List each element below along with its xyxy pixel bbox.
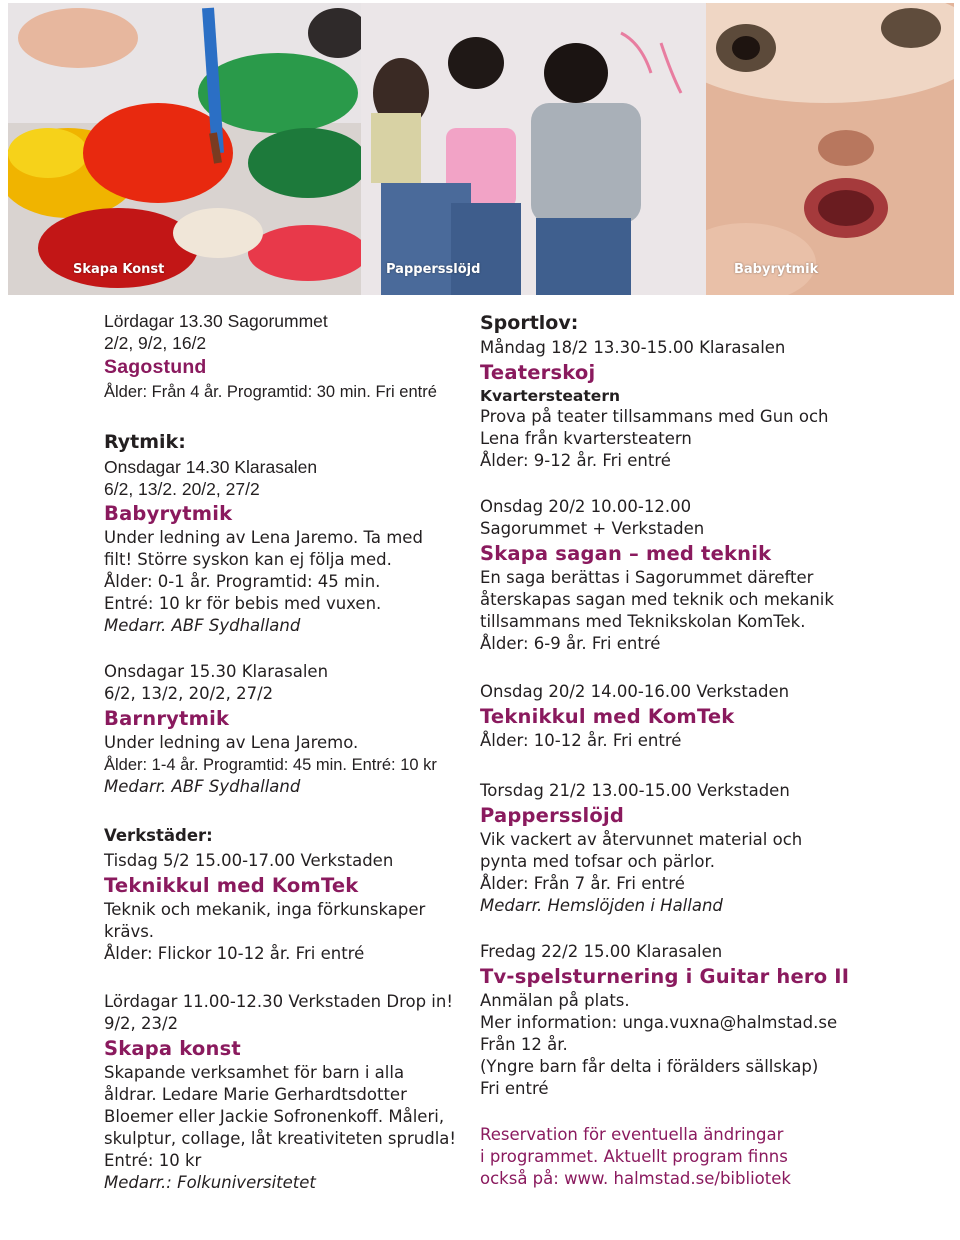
reservation-note (480, 1124, 950, 1190)
event-details: Ålder: Från 4 år. Programtid: 30 min. Fri entré (104, 383, 437, 401)
event-description: skulptur, collage, låt kreativiteten sprudla! (104, 1129, 457, 1148)
event-description: Skapande verksamhet för barn i alla (104, 1063, 405, 1082)
event-price: Entré: 10 kr för bebis med vuxen. (104, 594, 382, 613)
event-description: En saga berättas i Sagorummet därefter (480, 568, 814, 587)
event-schedule: Onsdag 20/2 10.00-12.00 (480, 497, 692, 516)
paint-palette-photo (8, 3, 361, 295)
event-title: Pappersslöjd (480, 804, 625, 827)
event-skapa-konst (104, 991, 464, 1194)
event-dates: 6/2, 13/2, 20/2, 27/2 (104, 684, 274, 703)
event-teknikkul (480, 681, 950, 752)
baby-face-photo (706, 3, 954, 295)
event-schedule: Torsdag 21/2 13.00-15.00 Verkstaden (480, 781, 790, 800)
event-pappersslojd (480, 780, 950, 917)
event-organizer: Medarr. Hemslöjden i Halland (480, 896, 723, 915)
event-title: Babyrytmik (104, 502, 233, 525)
event-age: Ålder: 1-4 år. Programtid: 45 min. Entré: 10 kr (104, 756, 437, 774)
event-schedule: Lördagar 11.00-12.30 Verkstaden Drop in! (104, 992, 453, 1011)
event-description: Under ledning av Lena Jaremo. Ta med (104, 528, 423, 547)
event-description: Lena från kvartersteatern (480, 429, 692, 448)
event-title: Skapa sagan – med teknik (480, 542, 772, 565)
event-title: Barnrytmik (104, 707, 230, 730)
event-price: Fri entré (480, 1079, 549, 1098)
event-description: Anmälan på plats. (480, 991, 630, 1010)
event-description: åldrar. Ledare Marie Gerhardtsdotter (104, 1085, 407, 1104)
event-skapa-sagan (480, 496, 950, 655)
event-organizer: Medarr. ABF Sydhalland (104, 777, 301, 796)
event-schedule: Onsdag 20/2 14.00-16.00 Verkstaden (480, 682, 790, 701)
event-age: Ålder: 0-1 år. Programtid: 45 min. (104, 572, 381, 591)
right-column (480, 310, 950, 1216)
event-age: Ålder: 10-12 år. Fri entré (480, 731, 682, 750)
event-description: krävs. (104, 922, 155, 941)
event-organizer: Medarr.: Folkuniversitetet (104, 1173, 316, 1192)
event-age: Ålder: Flickor 10-12 år. Fri entré (104, 944, 365, 963)
event-schedule: Tisdag 5/2 15.00-17.00 Verkstaden (104, 851, 394, 870)
event-age: Ålder: Från 7 år. Fri entré (480, 874, 685, 893)
event-title: Skapa konst (104, 1037, 241, 1060)
event-tv-spelsturnering (480, 941, 950, 1100)
event-schedule: Måndag 18/2 13.30-15.00 Klarasalen (480, 338, 786, 357)
photo-babyrytmik (706, 3, 954, 295)
event-title: Teknikkul med KomTek (480, 705, 735, 728)
photo-caption: Pappersslöjd (386, 262, 481, 277)
event-dates: 9/2, 23/2 (104, 1014, 179, 1033)
photo-caption: Babyrytmik (734, 262, 819, 277)
reservation-text: Reservation för eventuella ändringar (480, 1125, 784, 1144)
section-sportlov (480, 310, 950, 472)
event-age: Ålder: 6-9 år. Fri entré (480, 634, 661, 653)
event-schedule: Fredag 22/2 15.00 Klarasalen (480, 942, 723, 961)
event-description: (Yngre barn får delta i förälders sällskap) (480, 1057, 819, 1076)
event-age: Ålder: 9-12 år. Fri entré (480, 451, 671, 470)
event-sagostund (104, 310, 464, 403)
event-description: Under ledning av Lena Jaremo. (104, 733, 359, 752)
section-heading: Sportlov: (480, 312, 579, 334)
event-description: Bloemer eller Jackie Sofronenkoff. Måleri, (104, 1107, 445, 1126)
photo-skapa-konst (8, 3, 361, 295)
event-dates: 6/2, 13/2. 20/2, 27/2 (104, 479, 260, 499)
event-title: Tv-spelsturnering i Guitar hero II (480, 965, 850, 988)
reservation-link: också på: www. halmstad.se/bibliotek (480, 1169, 791, 1188)
event-description: filt! Större syskon kan ej följa med. (104, 550, 392, 569)
event-schedule: Onsdagar 14.30 Klarasalen (104, 457, 318, 477)
event-contact: Mer information: unga.vuxna@halmstad.se (480, 1013, 838, 1032)
section-heading: Verkstäder: (104, 826, 213, 845)
event-dates: 2/2, 9/2, 16/2 (104, 333, 207, 353)
event-location: Sagorummet + Verkstaden (480, 519, 705, 538)
event-description: Teknik och mekanik, inga förkunskaper (104, 900, 426, 919)
left-column (104, 310, 464, 1220)
children-painting-photo (361, 3, 706, 295)
event-title: Teaterskoj (480, 361, 596, 384)
event-description: Prova på teater tillsammans med Gun och (480, 407, 829, 426)
event-title: Teknikkul med KomTek (104, 874, 359, 897)
section-verkstader (104, 822, 464, 965)
photo-caption: Skapa Konst (73, 262, 165, 277)
section-heading: Rytmik: (104, 431, 186, 453)
event-age: Från 12 år. (480, 1035, 568, 1054)
event-description: återskapas sagan med teknik och mekanik (480, 590, 834, 609)
section-rytmik (104, 429, 464, 637)
event-schedule: Lördagar 13.30 Sagorummet (104, 311, 328, 331)
event-description: tillsammans med Teknikskolan KomTek. (480, 612, 806, 631)
event-organizer: Kvartersteatern (480, 387, 620, 405)
event-description: pynta med tofsar och pärlor. (480, 852, 716, 871)
event-description: Vik vackert av återvunnet material och (480, 830, 803, 849)
event-title: Sagostund (104, 356, 207, 378)
event-schedule: Onsdagar 15.30 Klarasalen (104, 662, 329, 681)
event-organizer: Medarr. ABF Sydhalland (104, 616, 301, 635)
reservation-text: i programmet. Aktuellt program finns (480, 1147, 788, 1166)
event-price: Entré: 10 kr (104, 1151, 202, 1170)
photo-pappersslojd (361, 3, 706, 295)
event-barnrytmik (104, 661, 464, 798)
